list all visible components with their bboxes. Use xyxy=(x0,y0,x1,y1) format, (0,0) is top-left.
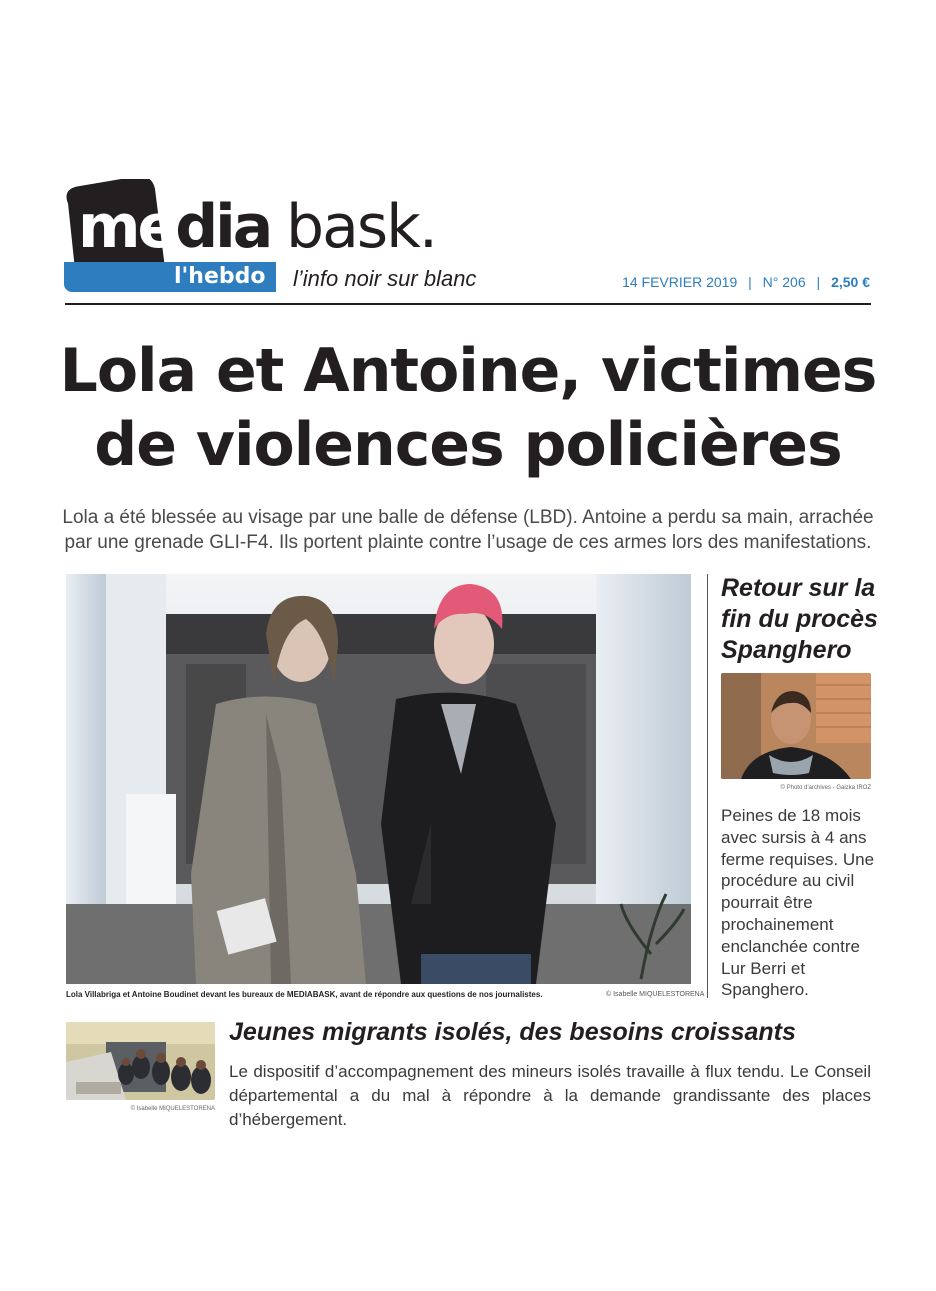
tagline: l’info noir sur blanc xyxy=(293,266,477,291)
separator: | xyxy=(748,274,752,290)
main-photo-caption: Lola Villabriga et Antoine Boudinet devant les bureaux de MEDIABASK, avant de répondre aux questions de nos journalistes. xyxy=(66,990,543,999)
logo-hebdo-text: l'hebdo xyxy=(174,264,266,289)
sidebar-headline[interactable]: Retour sur la fin du procès Spanghero xyxy=(721,574,878,664)
issue-date: 14 FEVRIER 2019 xyxy=(622,274,738,290)
sidebar-photo-illustration xyxy=(721,673,871,779)
logo-bask-text: bask. xyxy=(286,192,436,262)
main-photo-credit: © Isabelle MIQUELESTORENA xyxy=(606,991,705,998)
main-photo[interactable] xyxy=(66,574,691,984)
migrants-photo-credit: © Isabelle MIQUELESTORENA xyxy=(130,1106,215,1112)
sidebar-divider xyxy=(707,574,708,998)
sidebar-photo-credit: © Photo d’archives - Gaizka IROZ xyxy=(780,785,871,791)
secondary-body-line-1: Le dispositif d’accompagnement des mineurs isolés travaille à flux tendu. Le Conseil xyxy=(229,1062,871,1081)
main-photo-illustration xyxy=(66,574,691,984)
issue-number: N° 206 xyxy=(762,274,806,290)
migrants-photo-illustration xyxy=(66,1022,215,1100)
issue-info xyxy=(622,274,870,290)
standfirst-line-2: par une grenade GLI-F4. Ils portent plainte contre l’usage de ces armes lors des manifestations. xyxy=(64,532,872,553)
standfirst-line-1: Lola a été blessée au visage par une balle de défense (LBD). Antoine a perdu sa main, arrachée xyxy=(62,507,874,528)
separator: | xyxy=(816,274,821,290)
headline-line-2: de violences policières xyxy=(94,410,842,480)
sidebar-body: Peines de 18 mois avec sursis à 4 ans ferme requises. Une procédure au civil pourrait être prochainement enclanchée contre Lur Berri et Spanghero. xyxy=(721,806,875,1000)
headline-line-1: Lola et Antoine, victimes xyxy=(59,336,877,406)
migrants-photo[interactable] xyxy=(66,1022,215,1100)
main-headline[interactable] xyxy=(40,334,896,482)
main-standfirst xyxy=(60,505,876,555)
sidebar-photo[interactable] xyxy=(721,673,871,779)
masthead-rule xyxy=(65,303,871,305)
issue-price: 2,50 € xyxy=(831,274,870,290)
secondary-headline[interactable]: Jeunes migrants isolés, des besoins croissants xyxy=(229,1018,796,1046)
masthead-logo xyxy=(64,175,504,300)
logo-media-text: media xyxy=(78,192,271,262)
secondary-body-line-2: départemental a du mal à répondre à la demande grandissante des places d’hébergement. xyxy=(229,1086,871,1129)
secondary-body xyxy=(229,1060,871,1132)
